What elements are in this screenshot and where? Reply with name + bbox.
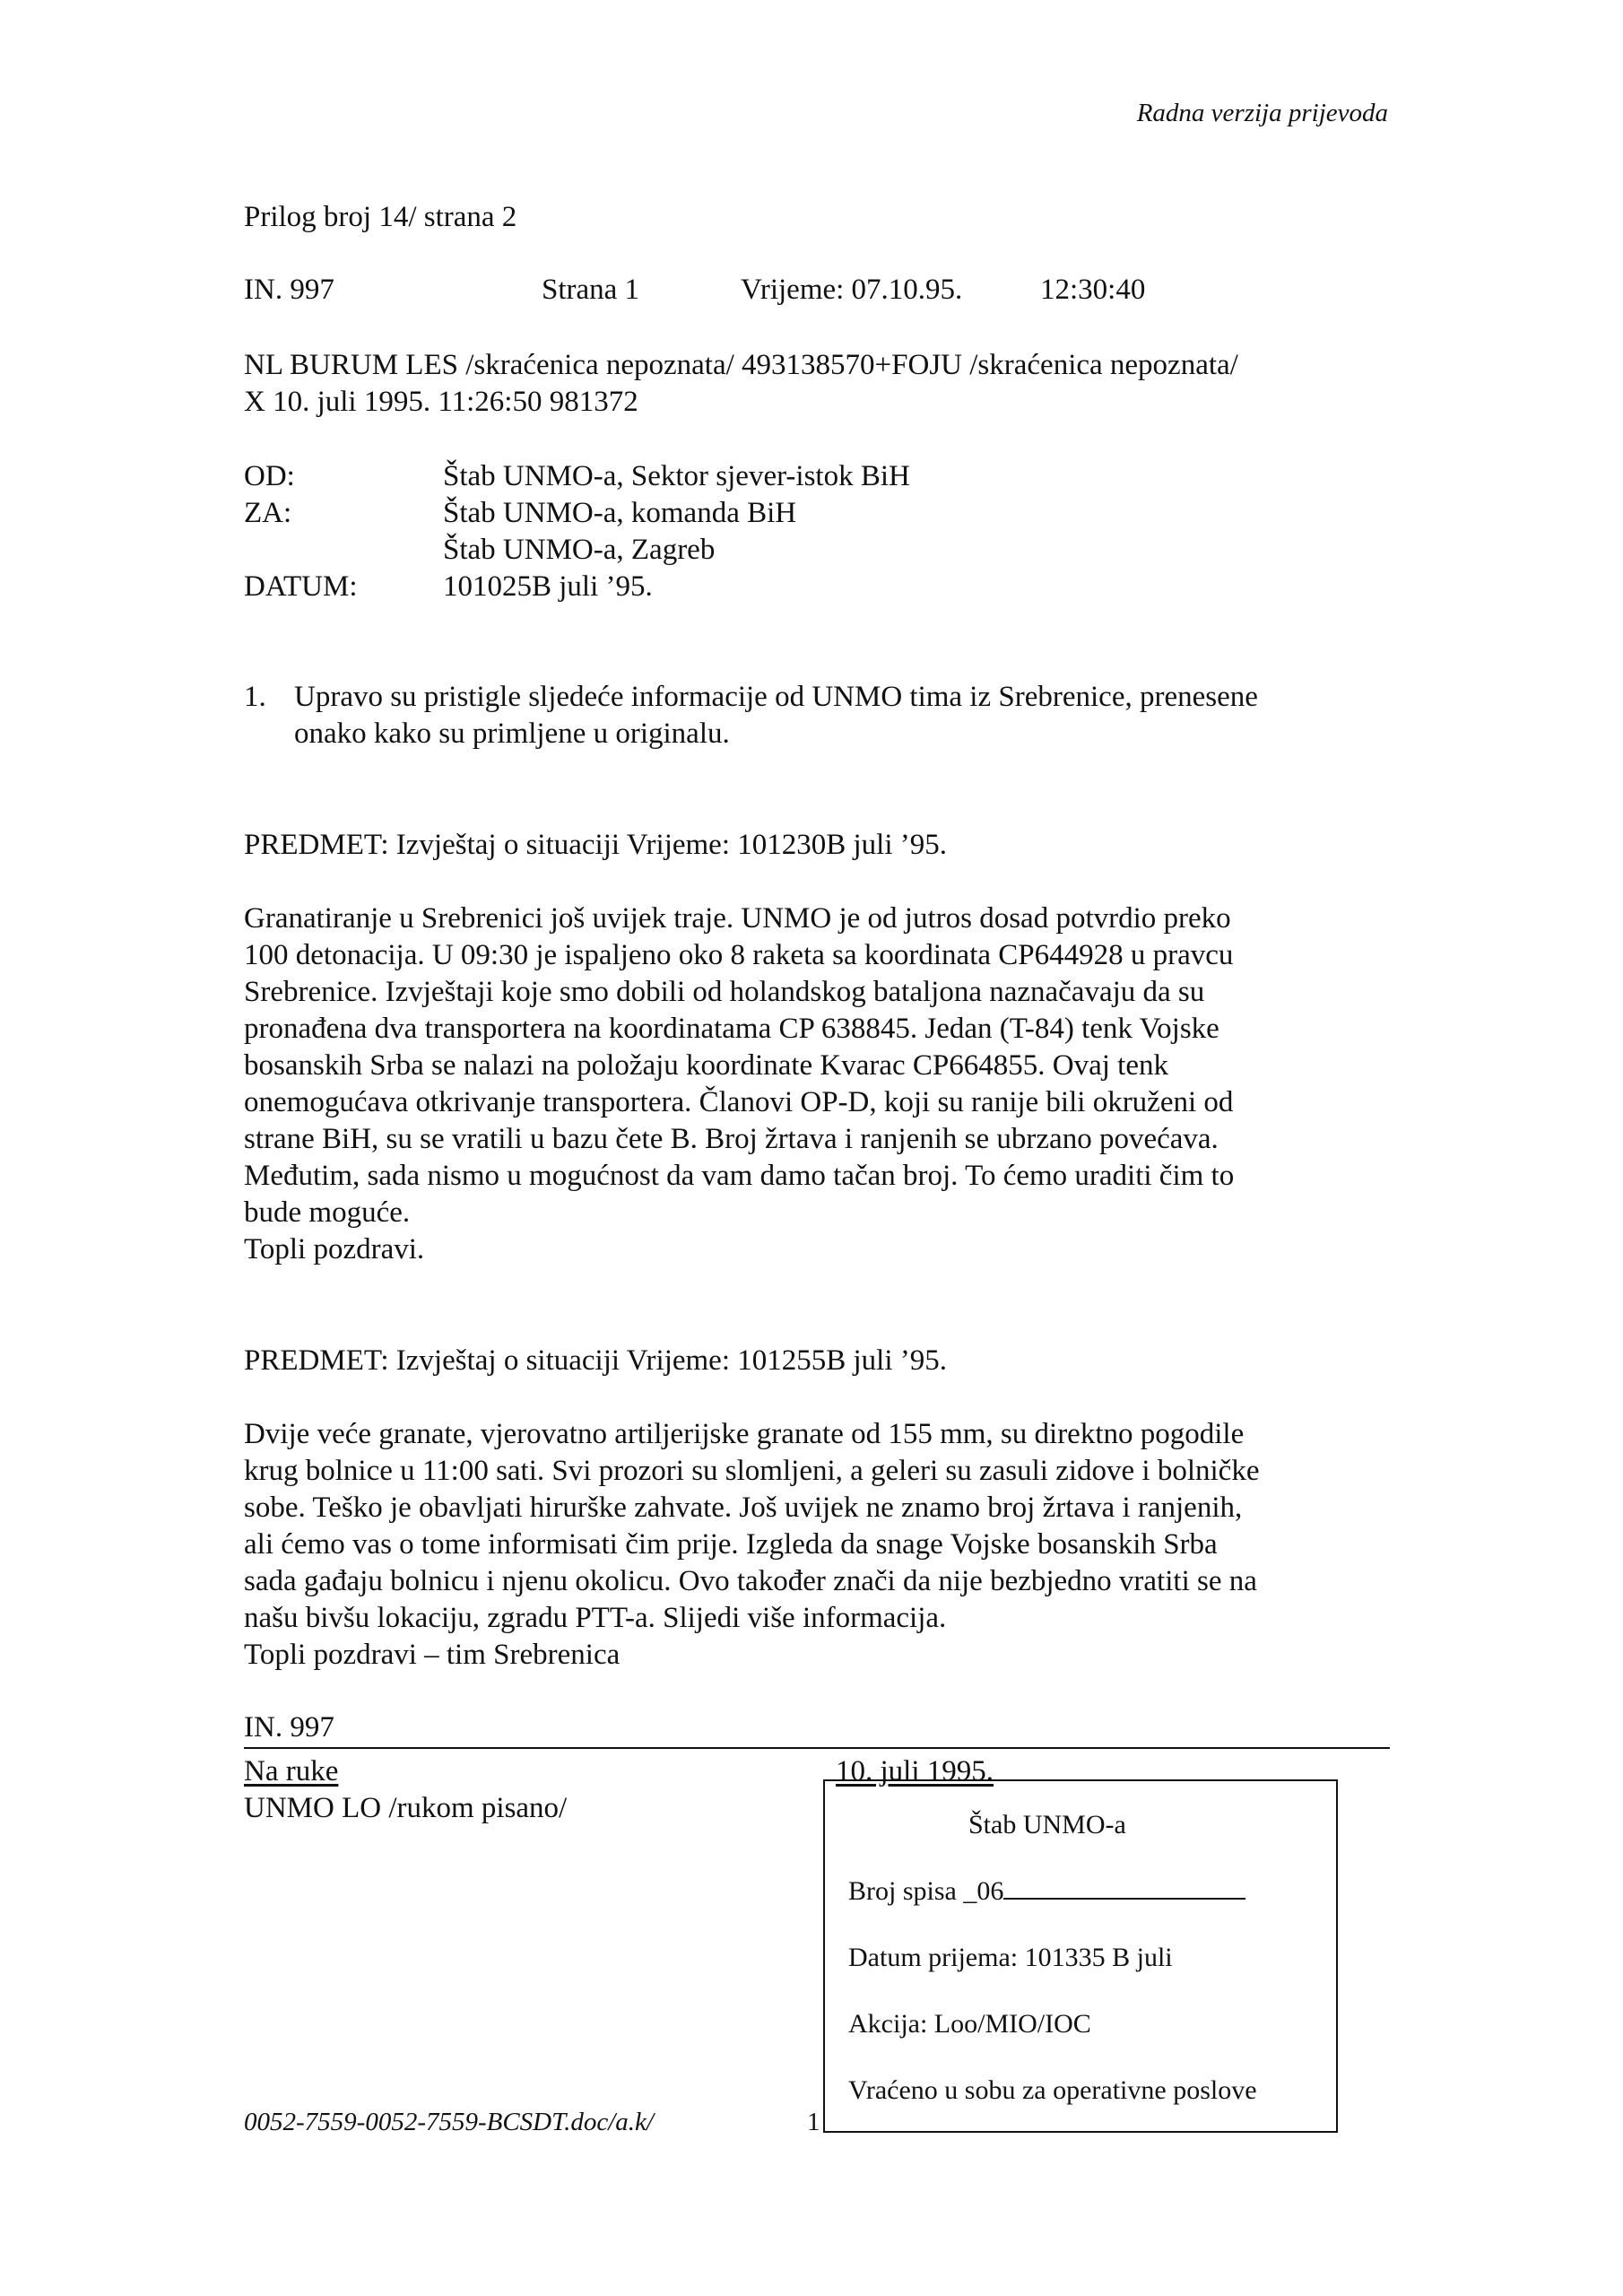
to-value-2: Štab UNMO-a, Zagreb — [443, 534, 716, 566]
report-1-line: Srebrenice. Izvještaji koje smo dobili od holandskog bataljona naznačavaju da su — [244, 976, 1205, 1008]
report-1-line: onemogućava otkrivanje transportera. Članovi OP-D, koji su ranije bili okruženi od — [244, 1086, 1234, 1118]
report-1-line: strane BiH, su se vratili u bazu čete B. Broj žrtava i ranjenih se ubrzano povećava. — [244, 1123, 1219, 1155]
report-2-line: sobe. Teško je obavljati hirurške zahvate. Još uvijek ne znamo broj žrtava i ranjenih, — [244, 1492, 1243, 1524]
stamp-title: Štab UNMO-a — [968, 1810, 1126, 1839]
report-1-line: Međutim, sada nismo u mogućnost da vam damo tačan broj. To ćemo uraditi čim to — [244, 1160, 1235, 1192]
to-value-1: Štab UNMO-a, komanda BiH — [443, 497, 797, 529]
registry-stamp — [823, 1779, 1338, 2133]
draft-translation-note: Radna verzija prijevoda — [1136, 99, 1388, 127]
report-1-line: Granatiranje u Srebrenici još uvijek traje. UNMO je od jutros dosad potvrdio preko — [244, 902, 1231, 935]
stamp-returned-blank — [848, 2130, 1090, 2133]
item-1-number: 1. — [244, 681, 266, 713]
attention-label: Na ruke — [244, 1755, 339, 1787]
to-label: ZA: — [244, 497, 292, 529]
report-2-line: krug bolnice u 11:00 sati. Svi prozori su slomljeni, a geleri su zasuli zidove i bolničke — [244, 1455, 1260, 1487]
from-label: OD: — [244, 460, 295, 492]
date-label: DATUM: — [244, 570, 358, 603]
stamp-file-number-blank — [1003, 1898, 1245, 1900]
page-label: Strana 1 — [542, 274, 640, 306]
report-2-line: našu bivšu lokaciju, zgradu PTT-a. Slijedi više informacija. — [244, 1602, 947, 1634]
time-label: Vrijeme: 07.10.95. — [741, 274, 963, 306]
routing-line-1: NL BURUM LES /skraćenica nepoznata/ 493138570+FOJU /skraćenica nepoznata/ — [244, 349, 1238, 381]
divider-line — [244, 1747, 1390, 1749]
report-1-line: Topli pozdravi. — [244, 1233, 425, 1265]
date-value: 101025B juli ’95. — [443, 570, 653, 603]
item-1-line-1: Upravo su pristigle sljedeće informacije od UNMO tima iz Srebrenice, prenesene — [294, 681, 1258, 713]
report-1-line: bude moguće. — [244, 1196, 411, 1229]
attachment-label: Prilog broj 14/ strana 2 — [244, 201, 517, 233]
report-1-line: 100 detonacija. U 09:30 je ispaljeno oko 8 raketa sa koordinata CP644928 u pravcu — [244, 939, 1234, 971]
report-2-line: sada gađaju bolnicu i njenu okolicu. Ovo također znači da nije bezbjedno vratiti se na — [244, 1565, 1257, 1597]
report-2-line: ali ćemo vas o tome informisati čim prije. Izgleda da snage Vojske bosanskih Srba — [244, 1528, 1218, 1561]
report-2-line: Topli pozdravi – tim Srebrenica — [244, 1639, 621, 1671]
stamp-received-date: Datum prijema: 101335 B juli — [848, 1943, 1173, 1972]
report-1-line: pronađena dva transportera na koordinatama CP 638845. Jedan (T-84) tenk Vojske — [244, 1013, 1219, 1045]
stamp-returned: Vraćeno u sobu za operativne poslove — [848, 2075, 1257, 2105]
routing-line-2: X 10. juli 1995. 11:26:50 981372 — [244, 386, 638, 418]
stamp-returned-blank-line — [848, 2106, 1090, 2143]
item-1-line-2: onako kako su primljene u originalu. — [294, 718, 730, 750]
stamp-action: Akcija: Loo/MIO/IOC — [848, 2009, 1091, 2039]
report-1-subject: PREDMET: Izvještaj o situaciji Vrijeme: 101230B juli ’95. — [244, 829, 948, 861]
bottom-in-number: IN. 997 — [244, 1711, 334, 1744]
time-value: 12:30:40 — [1040, 274, 1146, 306]
in-number: IN. 997 — [244, 274, 334, 306]
report-2-subject: PREDMET: Izvještaj o situaciji Vrijeme: 101255B juli ’95. — [244, 1344, 948, 1377]
document-reference: 0052-7559-0052-7559-BCSDT.doc/a.k/ — [244, 2108, 654, 2136]
stamp-file-number-text: Broj spisa _06 — [848, 1876, 1004, 1906]
from-value: Štab UNMO-a, Sektor sjever-istok BiH — [443, 460, 910, 492]
page-number: 1 — [807, 2108, 820, 2136]
report-1-line: bosanskih Srba se nalazi na položaju koordinate Kvarac CP664855. Ovaj tenk — [244, 1049, 1168, 1082]
report-2-line: Dvije veće granate, vjerovatno artiljerijske granate od 155 mm, su direktno pogodile — [244, 1418, 1245, 1450]
bottom-date: 10. juli 1995. — [836, 1755, 994, 1787]
stamp-file-number — [848, 1873, 1245, 1909]
unmo-lo-handwritten-note: UNMO LO /rukom pisano/ — [244, 1792, 568, 1824]
